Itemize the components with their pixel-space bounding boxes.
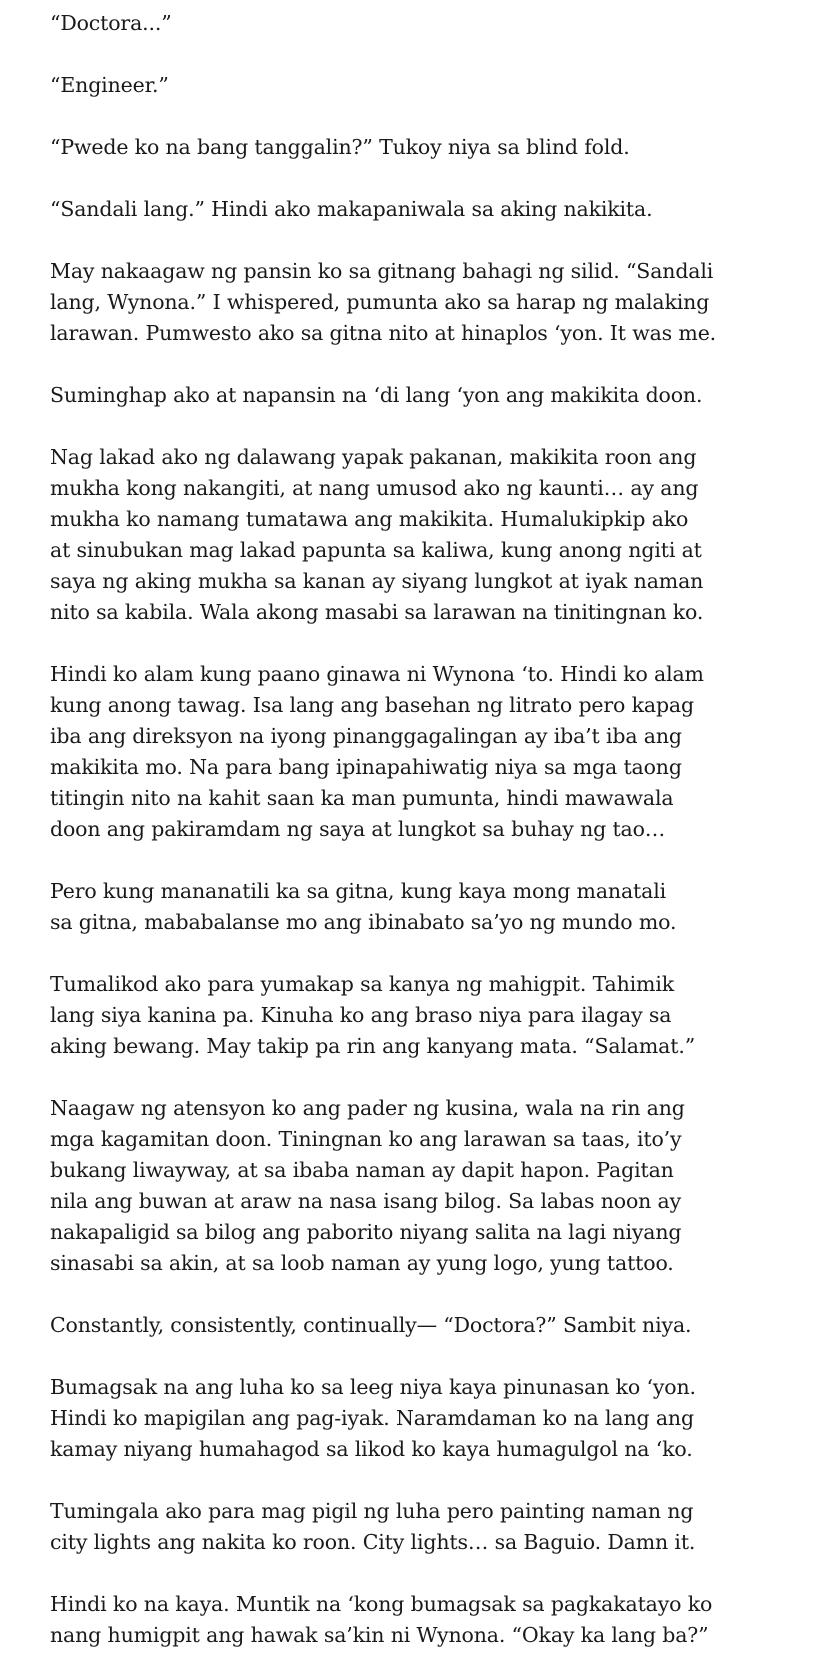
paragraph-6: Suminghap ako at napansin na ‘di lang ‘yon ang makikita doon. (50, 383, 703, 407)
document-body (50, 8, 790, 1651)
paragraph-11: Naagaw ng atensyon ko ang pader ng kusina, wala na rin ang mga kagamitan doon. Tiningnan ko ang larawan sa taas, ito’y bukang liwayway, at sa ibaba naman ay dapit hapon. Pagitan nila ang buwan at araw na nasa isang bilog. Sa labas noon ay nakapaligid sa bilog ang paborito niyang salita na lagi niyang sinasabi sa akin, at sa loob naman ay yung logo, yung tattoo. (50, 1096, 685, 1275)
paragraph-14: Tumingala ako para mag pigil ng luha pero painting naman ng city lights ang nakita ko roon. City lights… sa Baguio. Damn it. (50, 1499, 696, 1554)
paragraph-4: “Sandali lang.” Hindi ako makapaniwala sa aking nakikita. (50, 197, 653, 221)
paragraph-12: Constantly, consistently, continually— “Doctora?” Sambit niya. (50, 1313, 692, 1337)
paragraph-5: May nakaagaw ng pansin ko sa gitnang bahagi ng silid. “Sandali lang, Wynona.” I whispered, pumunta ako sa harap ng malaking larawan. Pumwesto ako sa gitna nito at hinaplos ‘yon. It was me. (50, 259, 717, 345)
paragraph-8: Hindi ko alam kung paano ginawa ni Wynona ‘to. Hindi ko alam kung anong tawag. Isa lang ang basehan ng litrato pero kapag iba ang direksyon na iyong pinanggagalingan ay iba’t iba ang makikita mo. Na para bang ipinapahiwatig niya sa mga taong titingin nito na kahit saan ka man pumunta, hindi mawawala doon ang pakiramdam ng saya at lungkot sa buhay ng tao… (50, 662, 704, 841)
paragraph-1: “Doctora...” (50, 11, 172, 35)
paragraph-2: “Engineer.” (50, 73, 169, 97)
paragraph-7: Nag lakad ako ng dalawang yapak pakanan, makikita roon ang mukha kong nakangiti, at nang umusod ako ng kaunti… ay ang mukha ko namang tumatawa ang makikita. Humalukipkip ako at sinubukan mag lakad papunta sa kaliwa, kung anong ngiti at saya ng aking mukha sa kanan ay siyang lungkot at iyak naman nito sa kabila. Wala akong masabi sa larawan na tinitingnan ko. (50, 445, 704, 624)
paragraph-13: Bumagsak na ang luha ko sa leeg niya kaya pinunasan ko ‘yon. Hindi ko mapigilan ang pag-iyak. Naramdaman ko na lang ang kamay niyang humahagod sa likod ko kaya humagulgol na ‘ko. (50, 1375, 696, 1461)
paragraph-15: Hindi ko na kaya. Muntik na ‘kong bumagsak sa pagkakatayo ko nang humigpit ang hawak sa’kin ni Wynona. “Okay ka lang ba?” (50, 1592, 713, 1647)
paragraph-3: “Pwede ko na bang tanggalin?” Tukoy niya sa blind fold. (50, 135, 630, 159)
paragraph-9: Pero kung mananatili ka sa gitna, kung kaya mong manatali sa gitna, mababalanse mo ang ibinabato sa’yo ng mundo mo. (50, 879, 677, 934)
paragraph-10: Tumalikod ako para yumakap sa kanya ng mahigpit. Tahimik lang siya kanina pa. Kinuha ko ang braso niya para ilagay sa aking bewang. May takip pa rin ang kanyang mata. “Salamat.” (50, 972, 696, 1058)
